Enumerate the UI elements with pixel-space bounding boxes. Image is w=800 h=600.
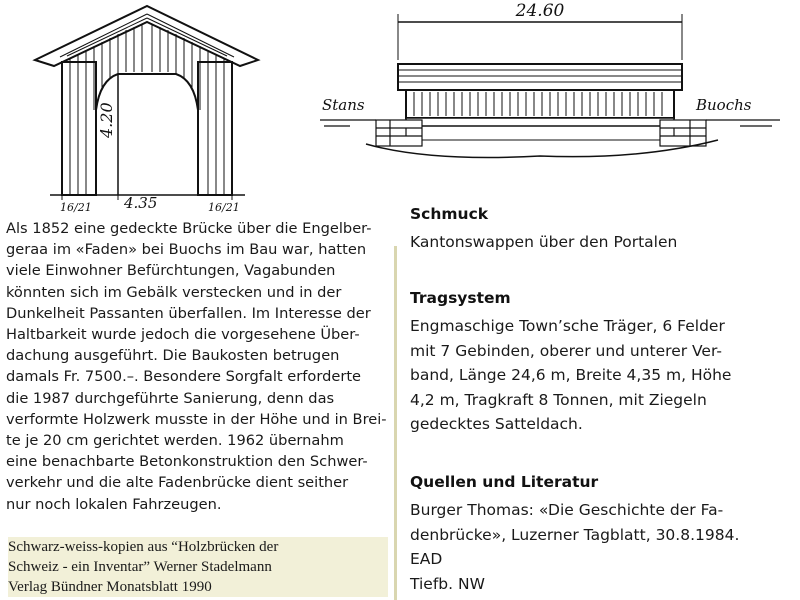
portal-width-label: 4.35 xyxy=(124,194,158,212)
section-heading: Quellen und Literatur xyxy=(410,473,599,491)
history-line: nur noch lokalen Fahrzeugen. xyxy=(6,495,222,513)
history-line: dachung ausgeführt. Die Baukosten betrugen xyxy=(6,347,340,365)
history-line: damals Fr. 7500.–. Besondere Sorgfalt erforderte xyxy=(6,368,362,386)
portal-left-wall xyxy=(62,62,96,195)
column-divider xyxy=(394,246,397,600)
history-line: Dunkelheit Passanten überfallen. Im Interesse der xyxy=(6,304,371,322)
history-line: Als 1852 eine gedeckte Brücke über die Engelber- xyxy=(6,220,372,237)
history-line: te je 20 cm gerichtet werden. 1962 übernahm xyxy=(6,432,344,450)
caption-line: Verlag Bündner Monatsblatt 1990 xyxy=(8,579,212,595)
source-caption xyxy=(8,537,388,597)
history-line: verkehr und die alte Fadenbrücke dient seither xyxy=(6,474,349,492)
section-schmuck xyxy=(410,204,796,255)
section-heading: Schmuck xyxy=(410,205,489,223)
portal-right-wall xyxy=(198,62,232,195)
elevation-left-label: Stans xyxy=(322,96,365,114)
elevation-deck xyxy=(406,118,674,126)
section-quellen xyxy=(410,472,796,596)
elevation-right-label: Buochs xyxy=(696,96,752,114)
history-line: eine benachbarte Betonkonstruktion den Schwer- xyxy=(6,453,368,471)
section-line: Kantonswappen über den Portalen xyxy=(410,233,678,251)
section-line: Engmaschige Town’sche Träger, 6 Felder xyxy=(410,317,725,335)
section-line: gedecktes Satteldach. xyxy=(410,415,583,433)
section-line: Tiefb. NW xyxy=(410,574,485,593)
history-line: geraa im «Faden» bei Buochs im Bau war, hatten xyxy=(6,241,367,259)
elevation-drawing xyxy=(310,0,800,170)
portal-height-label: 4.20 xyxy=(97,102,116,138)
section-line: Burger Thomas: «Die Geschichte der Fa- xyxy=(410,501,724,519)
section-line: mit 7 Gebinden, oberer und unterer Ver- xyxy=(410,341,722,360)
section-line: band, Länge 24,6 m, Breite 4,35 m, Höhe xyxy=(410,366,732,384)
history-line: könnten sich im Gebälk verstecken und in der xyxy=(6,283,342,301)
section-line: denbrücke», Luzerner Tagblatt, 30.8.1984. xyxy=(410,525,740,544)
caption-line: Schwarz-weiss-kopien aus “Holzbrücken der xyxy=(8,539,279,555)
history-line: viele Einwohner Befürchtungen, Vagabunden xyxy=(6,262,336,280)
history-line: die 1987 durchgeführte Sanierung, denn das xyxy=(6,389,335,407)
portal-post-label-left: 16/21 xyxy=(60,201,92,214)
portal-post-label-right: 16/21 xyxy=(208,201,240,214)
section-line: EAD xyxy=(410,550,443,568)
caption-line: Schweiz - ein Inventar” Werner Stadelmann xyxy=(8,559,272,575)
history-line: Haltbarkeit wurde jedoch die vorgesehene Über- xyxy=(6,326,360,344)
history-paragraph xyxy=(6,218,388,515)
portal-drawing xyxy=(0,0,270,215)
elevation-roof xyxy=(398,64,682,90)
section-line: 4,2 m, Tragkraft 8 Tonnen, mit Ziegeln xyxy=(410,390,707,409)
elevation-length-label: 24.60 xyxy=(515,1,565,21)
section-heading: Tragsystem xyxy=(410,289,511,307)
history-line: verformte Holzwerk musste in der Höhe und in Brei- xyxy=(6,410,387,428)
section-tragsystem xyxy=(410,288,796,437)
portal-roof xyxy=(35,6,258,66)
